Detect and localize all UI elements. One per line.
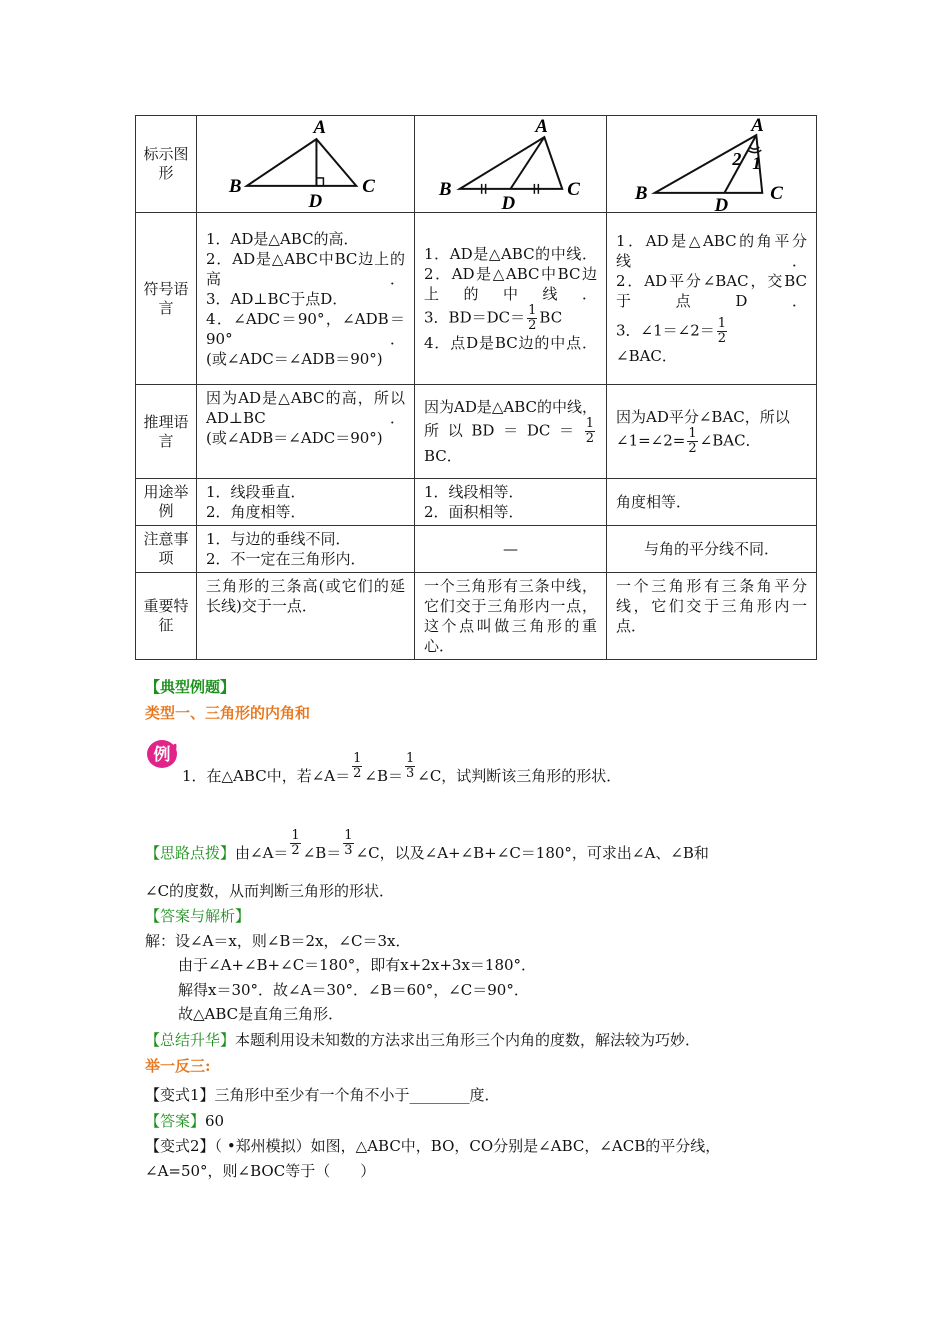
median-triangle-figure — [415, 117, 606, 211]
answer1-value: 60 — [205, 1112, 225, 1130]
text-line: 三角形的三条高(或它们的延长线)交于一点． — [206, 577, 405, 615]
variant1-label: 【变式1】 — [145, 1086, 215, 1104]
row-head-usage: 用途举例 — [136, 479, 197, 526]
text-line: 2．AD是△ABC中BC边上的高． — [206, 249, 405, 288]
features-bisector-cell — [607, 573, 817, 660]
text-line: 1．AD是△ABC的中线． — [424, 245, 597, 263]
triangle-abc — [247, 139, 356, 186]
text-fragment: 由∠A＝ — [235, 844, 289, 862]
text-fragment: BC — [539, 308, 563, 327]
label-angle-2: 2 — [732, 148, 742, 169]
text-fragment: ∠C，以及∠A+∠B+∠C＝180°，可求出∠A、∠B和 — [355, 844, 709, 862]
figure-bisector-cell — [607, 116, 817, 213]
text-line — [616, 317, 807, 346]
altitude-triangle-figure — [197, 117, 414, 211]
text-line: 1．线段相等． — [424, 483, 524, 501]
fraction — [687, 427, 697, 456]
text-fragment: 因为AD平分∠BAC，所以∠1=∠2= — [616, 408, 790, 450]
text-line: 1．与边的垂线不同． — [206, 530, 351, 548]
label-d: D — [714, 194, 729, 211]
table-row-notes — [136, 526, 817, 573]
fraction — [405, 752, 415, 781]
reasoning-median-cell — [415, 385, 607, 479]
reasoning-bisector-cell — [607, 385, 817, 479]
row-head-symbolic: 符号语言 — [136, 213, 197, 385]
text-fragment: 因为AD是△ABC的中线，所以BD＝DC＝ — [424, 398, 598, 440]
reasoning-altitude-cell — [197, 385, 415, 479]
usage-median-cell — [415, 479, 607, 526]
label-b: B — [438, 178, 452, 200]
label-c: C — [567, 178, 580, 200]
triangle-abc — [460, 137, 562, 189]
text-line: 2．面积相等． — [424, 503, 524, 521]
symbolic-altitude-cell — [197, 213, 415, 385]
label-a: A — [751, 117, 764, 137]
text-line: 1．线段垂直． — [206, 483, 306, 501]
fraction-denominator: 2 — [291, 843, 300, 858]
variant2-line — [145, 1136, 720, 1156]
label-angle-1: 1 — [752, 152, 762, 173]
fraction-denominator: 2 — [528, 318, 537, 333]
fraction-denominator: 3 — [405, 766, 415, 781]
label-d: D — [501, 192, 516, 211]
hint-line-2: ∠C的度数，从而判断三角形的形状． — [145, 882, 395, 900]
text-line: 1．AD是△ABC的高． — [206, 229, 359, 248]
summary-label: 【总结升华】 — [145, 1031, 236, 1049]
text-line: 2．不一定在三角形内． — [206, 550, 366, 568]
fraction-numerator: 1 — [291, 828, 300, 843]
text-fragment: ∠BAC． — [699, 431, 761, 450]
median-ad — [511, 137, 545, 189]
label-a: A — [313, 117, 327, 139]
fraction-numerator: 1 — [353, 751, 362, 766]
notes-bisector-cell — [607, 526, 817, 573]
text-line: 2．AD是△ABC中BC边上的中线． — [424, 265, 597, 303]
features-median-cell — [415, 573, 607, 660]
label-d: D — [308, 190, 323, 211]
table-row-features — [136, 573, 817, 660]
fraction-numerator: 1 — [405, 751, 415, 766]
text-line: 一个三角形有三条角平分线，它们交于三角形内一点． — [616, 577, 807, 635]
fraction-numerator: 1 — [585, 416, 594, 431]
text-line: 因为AD是△ABC的高，所以AD⊥BC． — [206, 389, 405, 427]
fraction-numerator: 1 — [528, 303, 537, 318]
fraction-numerator: 1 — [688, 426, 697, 441]
example-badge-icon — [145, 738, 179, 770]
text-line: 一个三角形有三条中线，它们交于三角形内一点，这个点叫做三角形的重心． — [424, 577, 597, 655]
label-c: C — [362, 175, 375, 197]
text-fragment: 3．BD＝DC＝ — [424, 308, 526, 327]
text-fragment: ∠C，试判断该三角形的形状． — [417, 767, 622, 785]
summary-text: 本题利用设未知数的方法求出三角形三个内角的度数，解法较为巧妙． — [235, 1031, 701, 1049]
row-head-reasoning: 推理语言 — [136, 385, 197, 479]
text-line — [424, 397, 597, 446]
fraction — [352, 752, 362, 781]
fraction-denominator: 2 — [353, 766, 362, 781]
fraction — [717, 317, 727, 346]
answer-label: 【答案与解析】 — [145, 907, 251, 925]
label-a: A — [535, 117, 548, 138]
bisector-triangle-figure — [607, 117, 816, 211]
text-line: — — [503, 540, 518, 558]
practice-heading: 举一反三: — [145, 1057, 211, 1075]
solution-line: 解得x＝30°．故∠A＝30°．∠B＝60°，∠C＝90°． — [178, 981, 529, 999]
fraction-denominator: 2 — [688, 441, 697, 456]
text-line: BC． — [424, 447, 462, 465]
label-b: B — [228, 175, 242, 197]
row-head-notes: 注意事项 — [136, 526, 197, 573]
row-head-features: 重要特征 — [136, 573, 197, 660]
variant1-text: 三角形中至少有一个角不小于________度． — [214, 1086, 500, 1104]
row-head-figure: 标示图形 — [136, 116, 197, 213]
solution-line: 由于∠A+∠B+∠C＝180°，即有x+2x+3x＝180°． — [178, 956, 537, 974]
fraction — [343, 829, 353, 858]
figure-median-cell — [415, 116, 607, 213]
fraction-numerator: 1 — [717, 316, 727, 331]
text-line: 4．点D是BC边的中点． — [424, 334, 597, 352]
symbolic-median-cell — [415, 213, 607, 385]
solution-line: 解：设∠A＝x，则∠B＝2x，∠C＝3x． — [145, 932, 411, 950]
example1-text — [182, 752, 621, 786]
table-row-reasoning — [136, 385, 817, 479]
symbolic-bisector-cell — [607, 213, 817, 385]
text-line — [424, 304, 597, 333]
comparison-table — [135, 115, 817, 660]
text-line: 2．AD平分∠BAC，交BC于点D． — [616, 272, 807, 310]
answer1-label: 【答案】 — [145, 1112, 206, 1130]
fraction-denominator: 3 — [344, 843, 353, 858]
variant1-line — [145, 1085, 500, 1105]
fraction-numerator: 1 — [344, 828, 353, 843]
right-angle-mark — [316, 178, 323, 186]
text-fragment: ∠B＝ — [364, 767, 403, 785]
notes-altitude-cell — [197, 526, 415, 573]
hint-label: 【思路点拨】 — [145, 844, 236, 862]
text-line: 与角的平分线不同． — [643, 540, 779, 558]
fraction-denominator: 2 — [717, 331, 727, 346]
text-line: 角度相等． — [616, 493, 692, 511]
variant2-line-2: ∠A=50°，则∠BOC等于（ ） — [145, 1162, 376, 1180]
features-altitude-cell — [197, 573, 415, 660]
usage-altitude-cell — [197, 479, 415, 526]
text-line: (或∠ADC＝∠ADB＝90°) — [206, 349, 383, 368]
text-line: 2．角度相等． — [206, 503, 306, 521]
notes-median-cell — [415, 526, 607, 573]
fraction — [290, 829, 300, 858]
table-row-usage — [136, 479, 817, 526]
answer1-line — [145, 1111, 224, 1131]
hint-line — [145, 829, 709, 863]
example-badge-text: 例 — [153, 745, 171, 765]
text-fragment: 1．在△ABC中，若∠A＝ — [182, 767, 351, 785]
section-heading: 【典型例题】 — [145, 678, 236, 696]
triangle-abc — [655, 135, 762, 193]
text-line: 3．AD⊥BC于点D． — [206, 289, 348, 308]
label-b: B — [634, 182, 648, 204]
fraction-denominator: 2 — [585, 431, 594, 446]
text-fragment: ∠B＝ — [302, 844, 342, 862]
text-line: ∠BAC． — [616, 347, 677, 365]
text-line: (或∠ADB＝∠ADC＝90°) — [206, 429, 383, 447]
table-row-figures — [136, 116, 817, 213]
text-line — [616, 407, 807, 456]
text-fragment: 3．∠1＝∠2＝ — [616, 321, 715, 340]
fraction — [527, 304, 537, 333]
text-line: 4．∠ADC＝90°，∠ADB＝90°． — [206, 309, 405, 348]
solution-line: 故△ABC是直角三角形． — [178, 1005, 344, 1023]
summary-line — [145, 1030, 700, 1050]
usage-bisector-cell — [607, 479, 817, 526]
angle-arc — [749, 147, 759, 149]
table-row-symbolic — [136, 213, 817, 385]
fraction — [585, 417, 595, 446]
figure-altitude-cell — [197, 116, 415, 213]
variant2-label: 【变式2】 — [145, 1137, 215, 1155]
variant2-text: （ •郑州模拟）如图，△ABC中，BO，CO分别是∠ABC，∠ACB的平分线， — [214, 1137, 721, 1155]
label-c: C — [770, 182, 783, 204]
text-line: 1．AD是△ABC的角平分线． — [616, 232, 807, 270]
type1-heading: 类型一、三角形的内角和 — [145, 704, 311, 722]
